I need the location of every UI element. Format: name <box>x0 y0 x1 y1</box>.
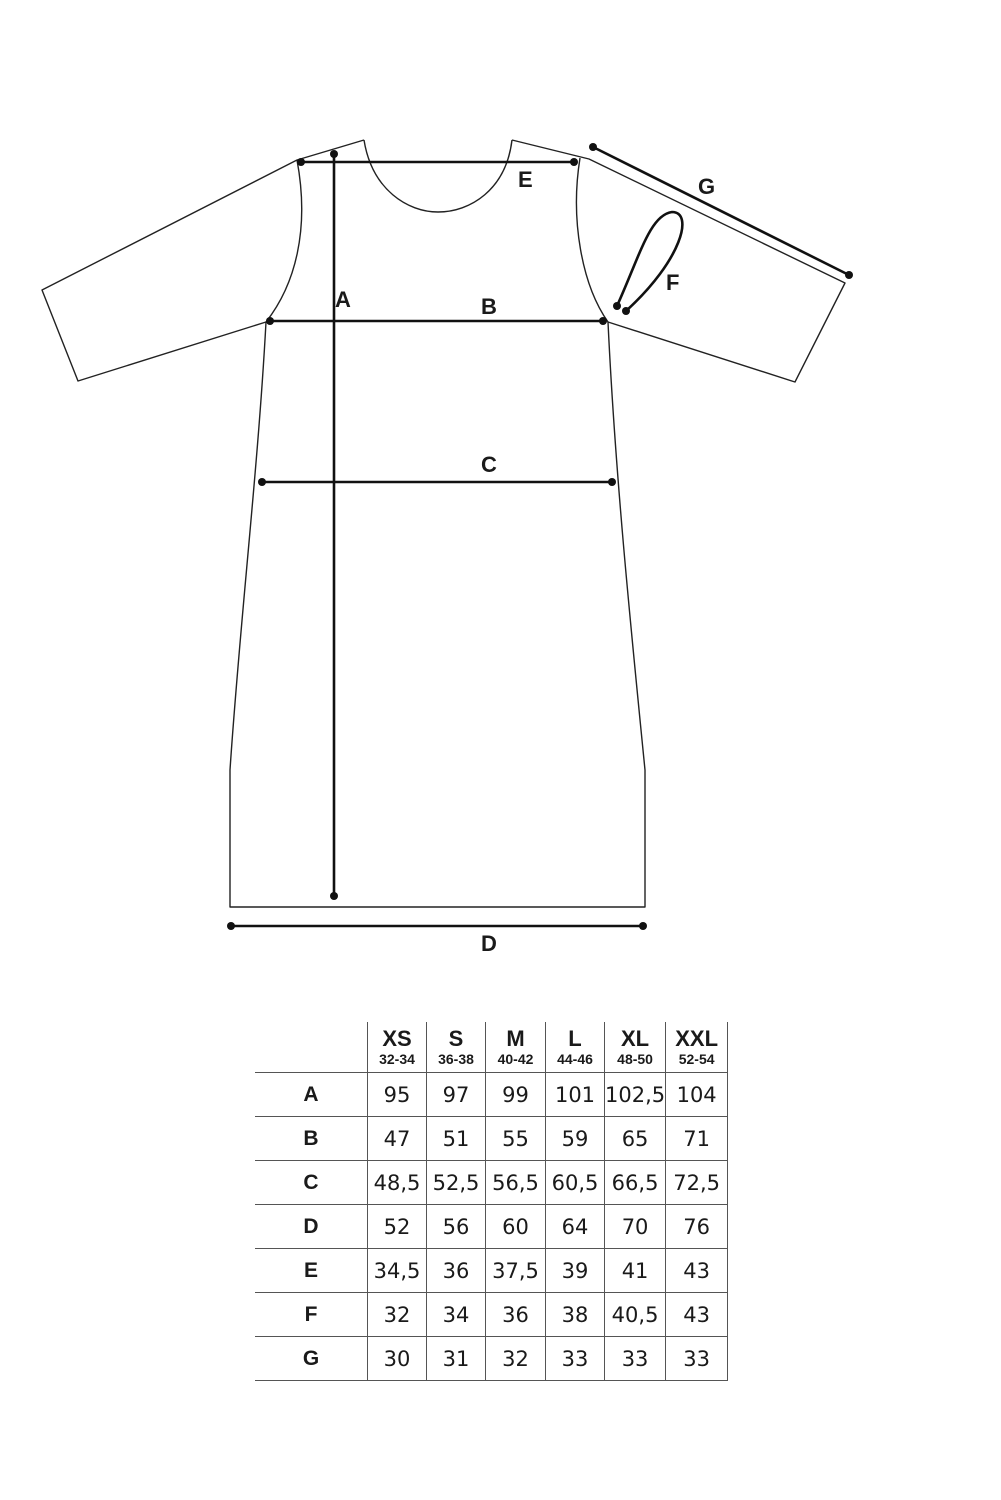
table-cell: 52 <box>368 1205 427 1249</box>
size-table <box>255 1022 728 1381</box>
table-cell: 59 <box>546 1117 605 1161</box>
table-cell: 97 <box>427 1073 486 1117</box>
table-cell: 60,5 <box>546 1161 605 1205</box>
size-header-xs: XS 32-34 <box>368 1022 427 1073</box>
label-c: C <box>481 452 497 477</box>
neckline <box>364 140 512 212</box>
table-cell: 36 <box>427 1249 486 1293</box>
table-cell: 76 <box>666 1205 728 1249</box>
table-cell: 40,5 <box>605 1293 666 1337</box>
table-cell: 37,5 <box>486 1249 546 1293</box>
table-cell: 56,5 <box>486 1161 546 1205</box>
table-row <box>255 1205 728 1249</box>
table-cell: 51 <box>427 1117 486 1161</box>
table-cell: 56 <box>427 1205 486 1249</box>
label-g: G <box>698 174 716 199</box>
table-cell: 72,5 <box>666 1161 728 1205</box>
table-cell: 39 <box>546 1249 605 1293</box>
table-cell: 34 <box>427 1293 486 1337</box>
size-header-m: M 40-42 <box>486 1022 546 1073</box>
row-label: F <box>255 1293 368 1337</box>
table-cell: 101 <box>546 1073 605 1117</box>
table-cell: 102,5 <box>605 1073 666 1117</box>
body-outline <box>42 140 845 907</box>
size-header-row <box>255 1022 728 1073</box>
size-header-xl: XL 48-50 <box>605 1022 666 1073</box>
table-cell: 31 <box>427 1337 486 1381</box>
measure-f <box>613 212 682 315</box>
table-cell: 43 <box>666 1249 728 1293</box>
right-armhole-seam <box>576 158 608 322</box>
table-row <box>255 1249 728 1293</box>
table-row <box>255 1293 728 1337</box>
table-cell: 65 <box>605 1117 666 1161</box>
row-label: E <box>255 1249 368 1293</box>
table-row <box>255 1337 728 1381</box>
row-label: D <box>255 1205 368 1249</box>
size-header-l: L 44-46 <box>546 1022 605 1073</box>
table-cell: 99 <box>486 1073 546 1117</box>
measure-b <box>266 294 607 325</box>
table-cell: 95 <box>368 1073 427 1117</box>
row-label: A <box>255 1073 368 1117</box>
table-cell: 64 <box>546 1205 605 1249</box>
label-a: A <box>335 287 351 312</box>
table-cell: 71 <box>666 1117 728 1161</box>
measure-c <box>258 452 616 486</box>
table-row <box>255 1117 728 1161</box>
table-cell: 48,5 <box>368 1161 427 1205</box>
dress-outline <box>42 140 845 907</box>
table-cell: 34,5 <box>368 1249 427 1293</box>
label-f: F <box>666 270 680 295</box>
measure-d <box>227 922 647 956</box>
row-label: B <box>255 1117 368 1161</box>
header-corner <box>255 1022 368 1073</box>
table-cell: 70 <box>605 1205 666 1249</box>
table-row <box>255 1073 728 1117</box>
measure-a <box>330 150 351 900</box>
table-cell: 33 <box>546 1337 605 1381</box>
row-label: G <box>255 1337 368 1381</box>
table-cell: 52,5 <box>427 1161 486 1205</box>
label-e: E <box>518 167 533 192</box>
table-cell: 30 <box>368 1337 427 1381</box>
size-header-xxl: XXL 52-54 <box>666 1022 728 1073</box>
label-d: D <box>481 931 497 956</box>
table-cell: 60 <box>486 1205 546 1249</box>
label-b: B <box>481 294 497 319</box>
size-header-s: S 36-38 <box>427 1022 486 1073</box>
table-cell: 32 <box>368 1293 427 1337</box>
table-cell: 66,5 <box>605 1161 666 1205</box>
table-cell: 104 <box>666 1073 728 1117</box>
measure-e <box>297 158 578 192</box>
table-row <box>255 1161 728 1205</box>
table-cell: 47 <box>368 1117 427 1161</box>
table-cell: 32 <box>486 1337 546 1381</box>
row-label: C <box>255 1161 368 1205</box>
left-armhole-seam <box>266 160 302 322</box>
table-cell: 33 <box>605 1337 666 1381</box>
table-cell: 38 <box>546 1293 605 1337</box>
table-cell: 55 <box>486 1117 546 1161</box>
table-cell: 43 <box>666 1293 728 1337</box>
table-cell: 33 <box>666 1337 728 1381</box>
table-cell: 41 <box>605 1249 666 1293</box>
measure-g <box>589 143 853 279</box>
table-cell: 36 <box>486 1293 546 1337</box>
